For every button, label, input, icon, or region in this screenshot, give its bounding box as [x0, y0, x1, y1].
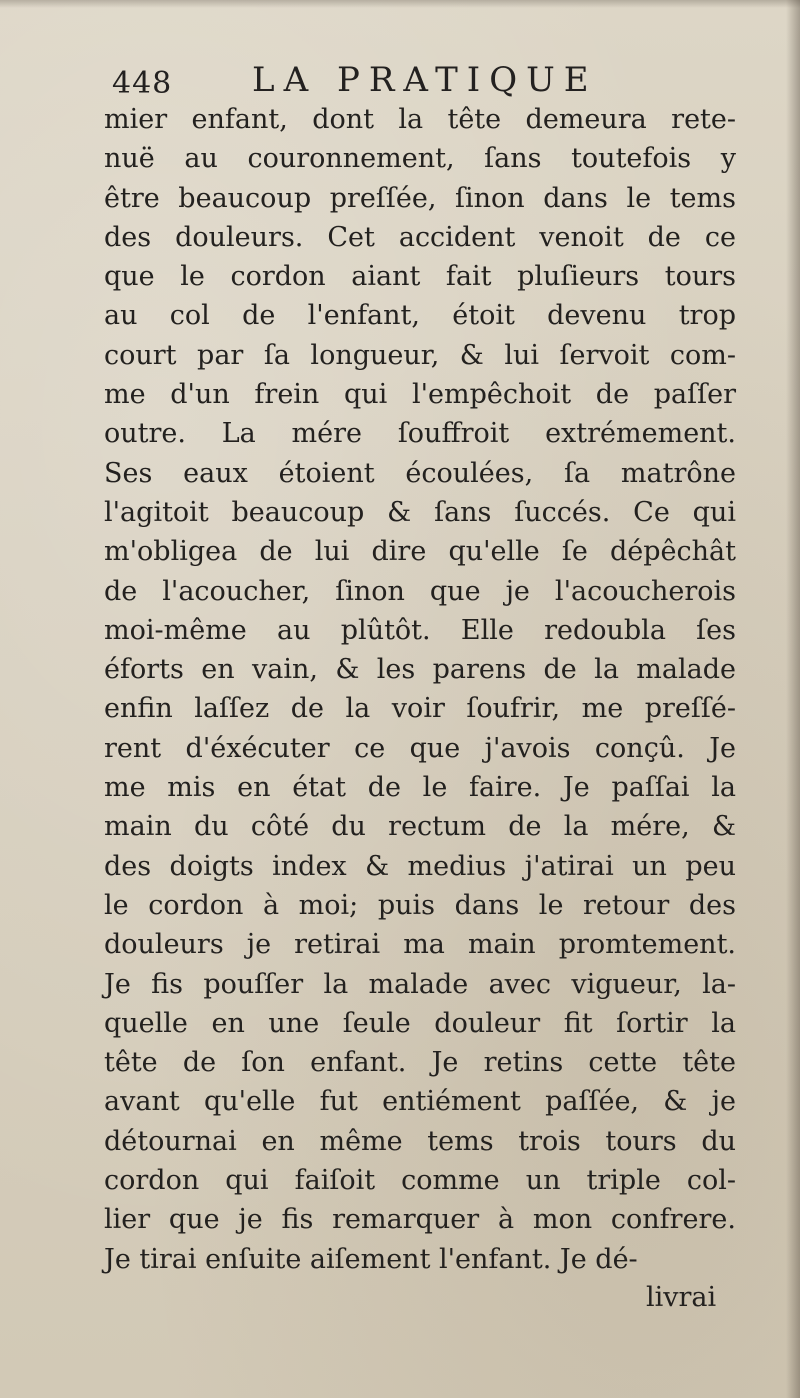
text-line: au col de l'enfant, étoit devenu trop [104, 300, 736, 332]
text-line: lier que je fis remarquer à mon confrere. [104, 1204, 736, 1236]
text-line: Je tirai enſuite aiſement l'enfant. Je dé- [104, 1243, 638, 1275]
text-line: l'agitoit beaucoup & ſans ſuccés. Ce qui [104, 496, 736, 528]
catchword: livrai [646, 1282, 717, 1313]
text-line: éforts en vain, & les parens de la malade [104, 654, 736, 686]
text-line: de l'acoucher, ſinon que je l'acoucherois [104, 575, 736, 607]
running-title: LA PRATIQUE [252, 60, 598, 100]
text-line: moi-même au plûtôt. Elle redoubla ſes [104, 614, 736, 646]
text-line: nuë au couronnement, ſans toutefois y [104, 143, 736, 175]
body-text [104, 100, 736, 1279]
text-line: rent d'éxécuter ce que j'avois conçû. Je [104, 732, 736, 764]
text-line: douleurs je retirai ma main promtement. [104, 929, 736, 961]
text-line: main du côté du rectum de la mére, & [104, 811, 736, 843]
text-line: le cordon à moi; puis dans le retour des [104, 889, 736, 921]
page-number: 448 [112, 66, 173, 101]
text-line: me mis en état de le faire. Je paſſai la [104, 772, 736, 804]
text-line: m'obligea de lui dire qu'elle ſe dépêchât [104, 536, 736, 568]
text-line: des douleurs. Cet accident venoit de ce [104, 221, 736, 253]
text-line: Ses eaux étoient écoulées, ſa matrône [104, 457, 736, 489]
text-line: être beaucoup preſſée, ſinon dans le tems [104, 182, 736, 214]
text-line: des doigts index & medius j'atirai un peu [104, 850, 736, 882]
text-line: cordon qui faiſoit comme un triple col- [104, 1165, 736, 1197]
text-line: mier enfant, dont la tête demeura rete- [104, 104, 736, 135]
text-line: que le cordon aiant fait pluſieurs tours [104, 261, 736, 293]
text-line: me d'un frein qui l'empêchoit de paſſer [104, 379, 736, 411]
text-line: quelle en une ſeule douleur fit ſortir la [104, 1007, 736, 1039]
text-line: Je fis pouſſer la malade avec vigueur, la- [104, 968, 736, 1000]
text-line: enfin laſſez de la voir ſoufrir, me preſſé- [104, 693, 736, 725]
text-line: avant qu'elle fut entiément paſſée, & je [104, 1086, 736, 1118]
text-line: outre. La mére ſouffroit extrémement. [104, 418, 736, 450]
text-line: court par ſa longueur, & lui ſervoit com- [104, 339, 736, 371]
text-line: tête de ſon enfant. Je retins cette tête [104, 1047, 736, 1079]
text-line: détournai en même tems trois tours du [104, 1125, 736, 1157]
